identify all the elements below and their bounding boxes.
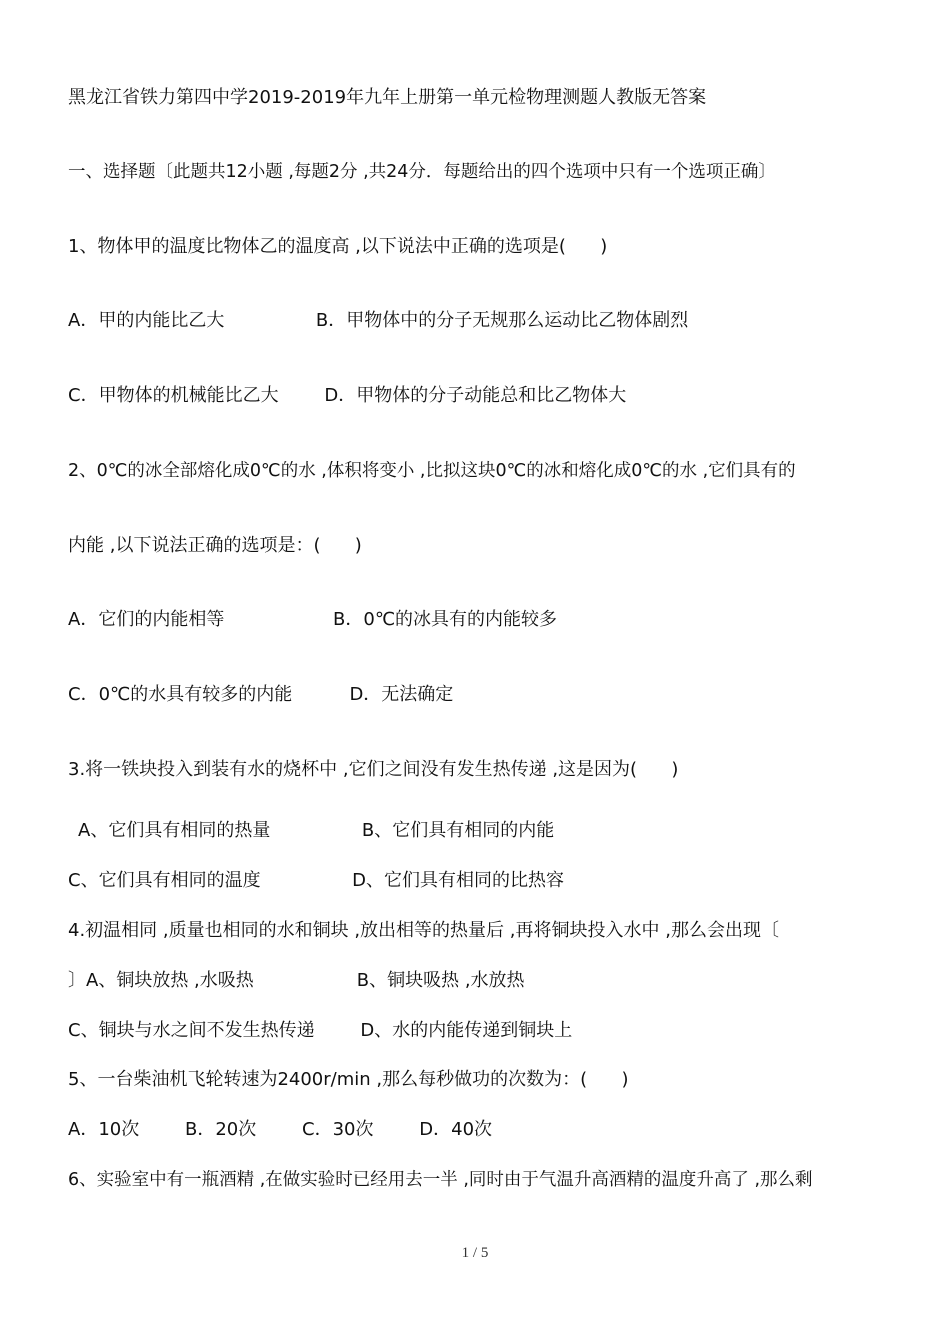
question-6: 6、实验室中有一瓶酒精 ,在做实验时已经用去一半 ,同时由于气温升高酒精的温度升高了 ,那么剩	[68, 1170, 813, 1190]
question-4-options-ab: 〕A、铜块放热 ,水吸热 B、铜块吸热 ,水放热	[68, 970, 525, 991]
section-heading: 一、选择题〔此题共12小题 ,每题2分 ,共24分．每题给出的四个选项中只有一个选项正确〕	[68, 162, 776, 182]
question-2-options-cd: C．0℃的水具有较多的内能 D．无法确定	[68, 684, 454, 705]
question-3-options-cd: C、它们具有相同的温度 D、它们具有相同的比热容	[68, 870, 564, 891]
question-3-options-ab: A、它们具有相同的热量 B、它们具有相同的内能	[78, 820, 555, 841]
question-1-options-ab: A．甲的内能比乙大 B．甲物体中的分子无规那么运动比乙物体剧烈	[68, 310, 689, 331]
question-3: 3.将一铁块投入到装有水的烧杯中 ,它们之间没有发生热传递 ,这是因为( )	[68, 759, 679, 780]
question-4-options-cd: C、铜块与水之间不发生热传递 D、水的内能传递到铜块上	[68, 1020, 573, 1041]
question-4: 4.初温相同 ,质量也相同的水和铜块 ,放出相等的热量后 ,再将铜块投入水中 ,那么会出现〔	[68, 920, 779, 941]
question-5-options: A．10次 B．20次 C．30次 D．40次	[68, 1119, 493, 1140]
question-1-options-cd: C．甲物体的机械能比乙大 D．甲物体的分子动能总和比乙物体大	[68, 385, 627, 406]
document-title: 黑龙江省铁力第四中学2019-2019年九年上册第一单元检物理测题人教版无答案	[68, 87, 707, 108]
page-number: 1 / 5	[461, 1245, 489, 1261]
question-1: 1、物体甲的温度比物体乙的温度高 ,以下说法中正确的选项是( )	[68, 236, 608, 257]
question-5: 5、一台柴油机飞轮转速为2400r/min ,那么每秒做功的次数为：( )	[68, 1069, 629, 1090]
question-2: 2、0℃的冰全部熔化成0℃的水 ,体积将变小 ,比拟这块0℃的冰和熔化成0℃的水 ,它们具有的	[68, 461, 796, 481]
question-2-options-ab: A．它们的内能相等 B．0℃的冰具有的内能较多	[68, 609, 558, 630]
question-2-continued: 内能 ,以下说法正确的选项是：( )	[68, 535, 362, 556]
